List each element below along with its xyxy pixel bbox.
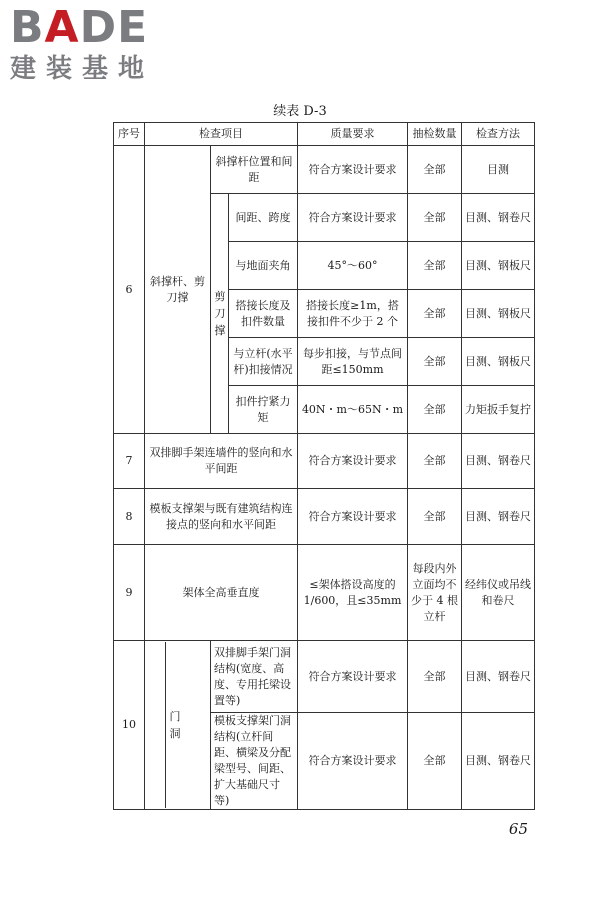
method-cell: 经纬仪或吊线和卷尺 bbox=[462, 545, 535, 641]
item-cell: 扣件拧紧力矩 bbox=[229, 386, 298, 434]
sample-cell: 全部 bbox=[408, 713, 462, 810]
row-number: 9 bbox=[114, 545, 145, 641]
header-row bbox=[114, 123, 535, 146]
method-cell: 目测、钢板尺 bbox=[462, 338, 535, 386]
quality-cell: 符合方案设计要求 bbox=[298, 434, 408, 489]
quality-cell: 符合方案设计要求 bbox=[298, 489, 408, 545]
door-label-text: 门洞 bbox=[169, 710, 181, 740]
quality-cell: 符合方案设计要求 bbox=[298, 146, 408, 194]
item-cell: 与地面夹角 bbox=[229, 242, 298, 290]
method-cell: 力矩扳手复拧 bbox=[462, 386, 535, 434]
quality-cell: 符合方案设计要求 bbox=[298, 194, 408, 242]
sample-cell: 全部 bbox=[408, 146, 462, 194]
table-row bbox=[114, 641, 535, 713]
quality-cell: 搭接长度≥1m，搭接扣件不少于 2 个 bbox=[298, 290, 408, 338]
sample-cell: 每段内外立面均不少于 4 根立杆 bbox=[408, 545, 462, 641]
sample-cell: 全部 bbox=[408, 338, 462, 386]
row-number: 6 bbox=[114, 146, 145, 434]
inspection-table bbox=[113, 122, 535, 810]
sub-group-label bbox=[211, 194, 229, 434]
item-cell: 模板支撑架门洞结构(立杆间距、横梁及分配梁型号、间距、扩大基础尺寸等) bbox=[211, 713, 298, 810]
logo-subtitle: 建装基地 bbox=[10, 54, 155, 84]
item-cell: 模板支撑架与既有建筑结构连接点的竖向和水平间距 bbox=[145, 489, 298, 545]
door-group-inner bbox=[145, 642, 210, 808]
item-cell: 间距、跨度 bbox=[229, 194, 298, 242]
header-quality: 质量要求 bbox=[298, 123, 408, 146]
method-cell: 目测、钢卷尺 bbox=[462, 489, 535, 545]
table-row bbox=[114, 434, 535, 489]
quality-cell: 符合方案设计要求 bbox=[298, 713, 408, 810]
door-label-cell bbox=[166, 642, 185, 808]
table-row bbox=[114, 489, 535, 545]
table-row bbox=[114, 545, 535, 641]
sample-cell: 全部 bbox=[408, 194, 462, 242]
item-cell: 架体全高垂直度 bbox=[145, 545, 298, 641]
header-method: 检查方法 bbox=[462, 123, 535, 146]
method-cell: 目测、钢板尺 bbox=[462, 290, 535, 338]
item-cell: 斜撑杆位置和间距 bbox=[211, 146, 298, 194]
sample-cell: 全部 bbox=[408, 641, 462, 713]
header-item: 检查项目 bbox=[145, 123, 298, 146]
method-cell: 目测、钢板尺 bbox=[462, 242, 535, 290]
sample-cell: 全部 bbox=[408, 386, 462, 434]
table-caption: 续表 D-3 bbox=[273, 104, 327, 119]
quality-cell: 每步扣接，与节点间距≤150mm bbox=[298, 338, 408, 386]
row-number: 8 bbox=[114, 489, 145, 545]
sample-cell: 全部 bbox=[408, 489, 462, 545]
sample-cell: 全部 bbox=[408, 434, 462, 489]
quality-cell: 符合方案设计要求 bbox=[298, 641, 408, 713]
group-label: 斜撑杆、剪刀撑 bbox=[145, 146, 211, 434]
quality-cell: 40N・m～65N・m bbox=[298, 386, 408, 434]
page-number: 65 bbox=[508, 820, 528, 838]
header-no: 序号 bbox=[114, 123, 145, 146]
sample-cell: 全部 bbox=[408, 290, 462, 338]
item-cell: 双排脚手架门洞结构(宽度、高度、专用托梁设置等) bbox=[211, 641, 298, 713]
item-cell: 搭接长度及扣件数量 bbox=[229, 290, 298, 338]
method-cell: 目测、钢卷尺 bbox=[462, 194, 535, 242]
table-row bbox=[114, 146, 535, 194]
method-cell: 目测、钢卷尺 bbox=[462, 713, 535, 810]
header-sample: 抽检数量 bbox=[408, 123, 462, 146]
method-cell: 目测、钢卷尺 bbox=[462, 434, 535, 489]
row-number: 10 bbox=[114, 641, 145, 810]
item-cell: 与立杆(水平杆)扣接情况 bbox=[229, 338, 298, 386]
item-cell: 双排脚手架连墙件的竖向和水平间距 bbox=[145, 434, 298, 489]
method-cell: 目测、钢卷尺 bbox=[462, 641, 535, 713]
sample-cell: 全部 bbox=[408, 242, 462, 290]
method-cell: 目测 bbox=[462, 146, 535, 194]
quality-cell: ≤架体搭设高度的 1/600，且≤35mm bbox=[298, 545, 408, 641]
door-group-cell bbox=[145, 641, 211, 810]
brand-logo bbox=[10, 4, 180, 94]
quality-cell: 45°～60° bbox=[298, 242, 408, 290]
row-number: 7 bbox=[114, 434, 145, 489]
sub-group-text: 剪刀撑 bbox=[214, 290, 226, 337]
logo-wordmark: BADE bbox=[10, 2, 149, 53]
